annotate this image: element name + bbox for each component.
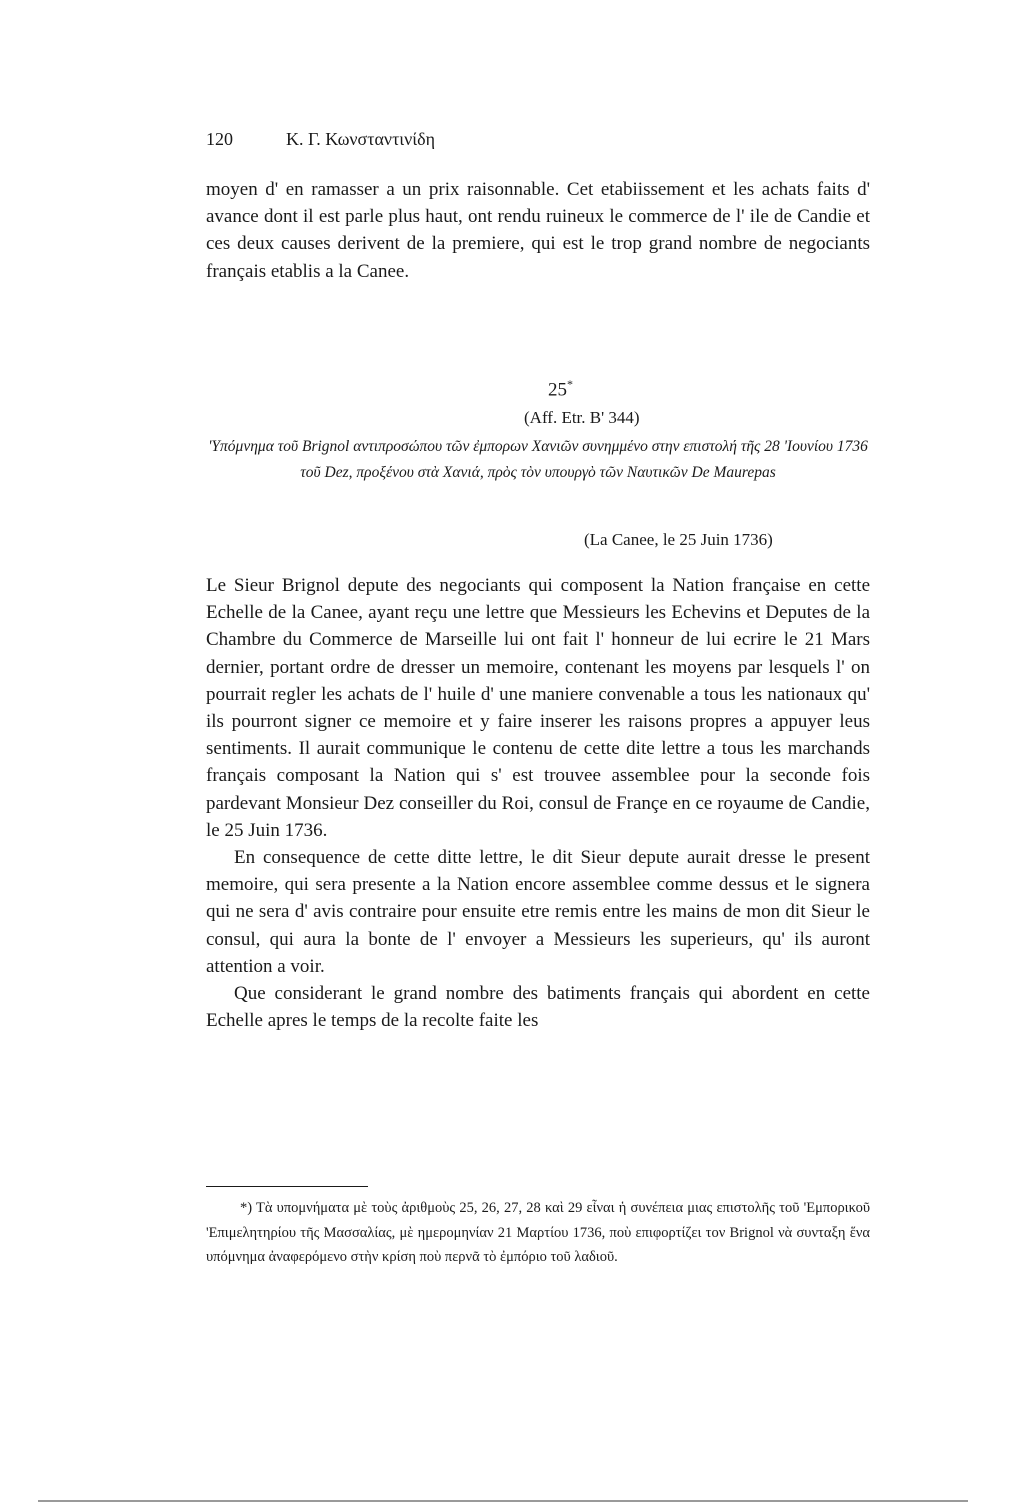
memoir-paragraph: Que considerant le grand nombre des batiments français qui abordent en cette Echelle apres le temps de la recolte faite les (206, 983, 870, 1032)
running-header (206, 124, 870, 154)
document-number-value: 25 (548, 379, 567, 401)
document-number (548, 377, 573, 401)
paragraph-continued: moyen d' en ramasser a un prix raisonnable. Cet etabiissement et les achats faits d' avance dont il est parle plus haut, ont rendu ruineux le commerce de l' ile de Candie et ces deux causes derivent de la premiere, qui est le trop grand nombre de negociants français etablis a la Canee. (206, 179, 870, 282)
running-head-author: Κ. Γ. Κωνσταντινίδη (286, 129, 436, 149)
document-summary: 'Υπόμνημα τοῦ Brignol αντιπροσώπου τῶν ἐμπορων Χανιῶν συνημμένο στην επιστολή τῆς 28 'Ιουνίου 1736 τοῦ Dez, προξένου στὰ Χανιά, πρὸς τὸν υπουργὸ τῶν Ναυτικῶν De Maurepas (208, 438, 868, 481)
memoir-text (206, 572, 870, 1034)
footnote-marker: * (567, 377, 573, 391)
footnote-rule (206, 1186, 368, 1187)
page-number: 120 (206, 129, 233, 149)
memoir-paragraph: Le Sieur Brignol depute des negociants qui composent la Nation française en cette Echelle de la Canee, ayant reçu une lettre que Messieurs les Echevins et Deputes de la Chambre du Commerce de Marseille lui ont fait l' honneur de lui ecrire le 21 Mars dernier, portant ordre de dresser un memoire, contenant les moyens par lesquels l' on pourrait regler les achats de l' huile d' une maniere convenable a tous les nationaux qu' ils pourront signer ce memoire et y faire inserer les raisons propres a appuyer leus sentiments. Il aurait communique le contenu de cette dite lettre a tous les marchands français composant la Nation qui s' est trouvee assemblee pour la seconde fois pardevant Monsieur Dez conseiller du Roi, consul de Françe en ce royaume de Candie, le 25 Juin 1736. (206, 575, 870, 841)
place-date: (La Canee, le 25 Juin 1736) (584, 530, 773, 549)
scan-edge-line (38, 1500, 968, 1502)
memoir-paragraph: En consequence de cette ditte lettre, le dit Sieur depute aurait dresse le present memoire, qui sera presente a la Nation encore assemblee comme dessus et le signera qui ne sera d' avis contraire pour ensuite etre remis entre les mains de mon dit Sieur le consul, qui aura la bonte de l' envoyer a Messieurs les superieurs, qu' ils auront attention a voir. (206, 847, 870, 977)
footnote-text: *) Τὰ υπομνήματα μὲ τοὺς ἀριθμοὺς 25, 26, 27, 28 καὶ 29 εἶναι ἡ συνέπεια μιας επιστολῆς τοῦ 'Εμπορικοῦ 'Επιμελητηρίου τῆς Μασσαλίας, μὲ ημερομηνίαν 21 Μαρτίου 1736, ποὺ επιφορτίζει τον Brignol νὰ συνταξη ἕνα υπόμνημα ἀναφερόμενο στὴν κρίση ποὺ περνᾶ τὸ ἐμπόριο τοῦ λαδιοῦ. (206, 1200, 870, 1266)
archive-reference: (Aff. Etr. B' 344) (524, 408, 640, 427)
